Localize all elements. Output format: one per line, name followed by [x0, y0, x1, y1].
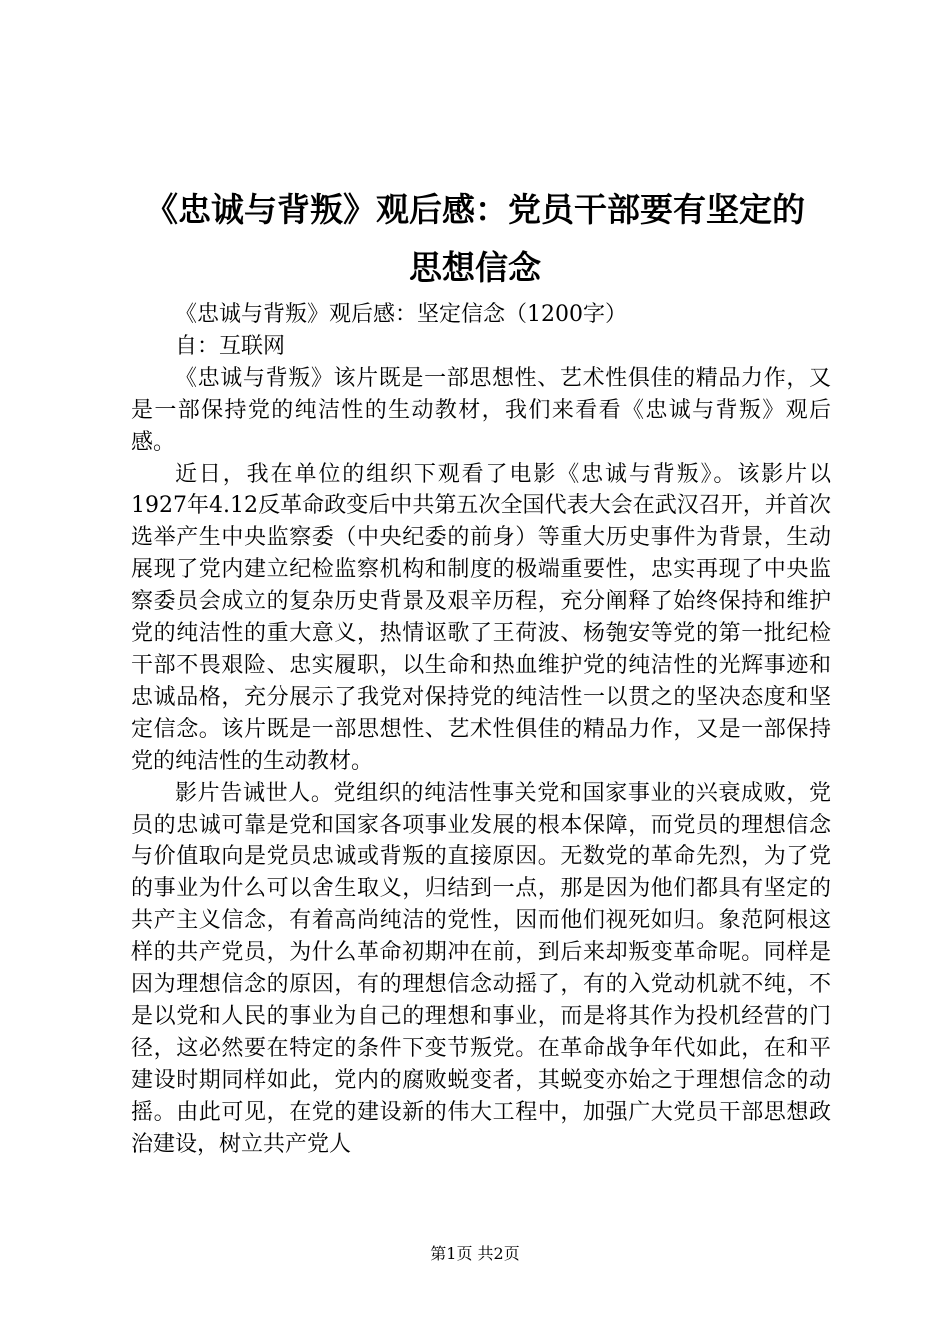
subtitle: 《忠诚与背叛》观后感：坚定信念（1200字）	[175, 302, 627, 327]
paragraph: 近日，我在单位的组织下观看了电影《忠诚与背叛》。该影片以1927年4.12反革命政变后中共第五次全国代表大会在武汉召开，并首次选举产生中央监察委（中央纪委的前身）等重大历史事件为背景，生动展现了党内建立纪检监察机构和制度的极端重要性，忠实再现了中央监察委员会成立的复杂历史背景及艰辛历程，充分阐释了始终保持和维护党的纯洁性的重大意义，热情讴歌了王荷波、杨匏安等党的第一批纪检干部不畏艰险、忠实履职，以生命和热血维护党的纯洁性的光辉事迹和忠诚品格，充分展示了我党对保持党的纯洁性一以贯之的坚决态度和坚定信念。该片既是一部思想性、艺术性俱佳的精品力作，又是一部保持党的纯洁性的生动教材。	[131, 461, 831, 774]
paragraph: 《忠诚与背叛》该片既是一部思想性、艺术性俱佳的精品力作，又是一部保持党的纯洁性的生动教材，我们来看看《忠诚与背叛》观后感。	[131, 365, 831, 455]
paragraph: 影片告诫世人。党组织的纯洁性事关党和国家事业的兴衰成败，党员的忠诚可靠是党和国家各项事业发展的根本保障，而党员的理想信念与价值取向是党员忠诚或背叛的直接原因。无数党的革命先烈，为了党的事业为什么可以舍生取义，归结到一点，那是因为他们都具有坚定的共产主义信念，有着高尚纯洁的党性，因而他们视死如归。象范阿根这样的共产党员，为什么革命初期冲在前，到后来却叛变革命呢。同样是因为理想信念的原因，有的理想信念动摇了，有的入党动机就不纯，不是以党和人民的事业为自己的理想和事业，而是将其作为投机经营的门径，这必然要在特定的条件下变节叛党。在革命战争年代如此，在和平建设时期同样如此，党内的腐败蜕变者，其蜕变亦始之于理想信念的动摇。由此可见，在党的建设新的伟大工程中，加强广大党员干部思想政治建设，树立共产党人	[131, 780, 831, 1157]
source-line: 自：互联网	[175, 333, 286, 359]
document-title-line1: 《忠诚与背叛》观后感：党员干部要有坚定的	[145, 190, 805, 229]
document-body	[131, 299, 831, 1160]
document-title-line2: 思想信念	[409, 248, 541, 287]
page-number-footer: 第1页 共2页	[430, 1244, 520, 1263]
